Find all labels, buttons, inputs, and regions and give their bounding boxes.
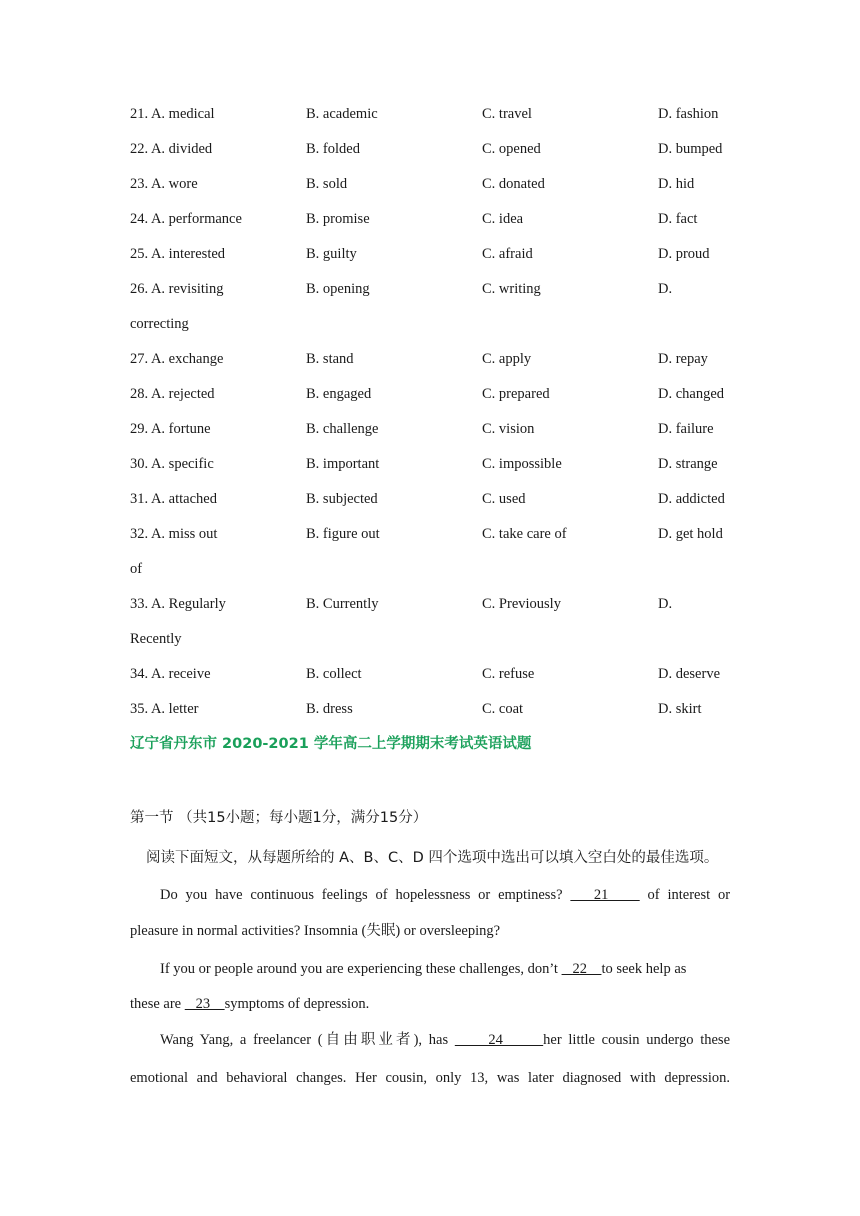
- passage-text: these are: [130, 996, 182, 1012]
- option-d: D. fashion: [658, 106, 719, 122]
- option-a: 29. A. fortune: [130, 421, 211, 437]
- option-row: [130, 139, 730, 159]
- option-d: D. bumped: [658, 141, 723, 157]
- option-d: D. repay: [658, 351, 708, 367]
- option-b: B. stand: [306, 351, 354, 367]
- passage-text: If you or people around you are experiencing these challenges, don’t: [160, 961, 558, 977]
- option-d: D. skirt: [658, 701, 702, 717]
- passage-text: Wang Yang, a freelancer (自由职业者), has: [160, 1032, 449, 1048]
- option-continuation: of: [130, 561, 143, 577]
- option-d: D.: [658, 281, 673, 297]
- passage-line: [160, 959, 730, 979]
- option-c: C. opened: [482, 141, 541, 157]
- passage-line: emotional and behavioral changes. Her cousin, only 13, was later diagnosed with depression.: [130, 1070, 730, 1086]
- option-row: [130, 349, 730, 369]
- option-c: C. prepared: [482, 386, 550, 402]
- option-b: B. dress: [306, 701, 353, 717]
- option-row: [130, 279, 730, 299]
- option-d: D. deserve: [658, 666, 721, 682]
- passage-text: Do you have continuous feelings of hopelessness or emptiness?: [160, 887, 563, 903]
- instruction-text: 阅读下面短文，从每题所给的 A、B、C、D 四个选项中选出可以填入空白处的最佳选项。: [146, 850, 719, 866]
- option-a: 34. A. receive: [130, 666, 211, 682]
- option-a: 22. A. divided: [130, 141, 213, 157]
- option-d: D. fact: [658, 211, 698, 227]
- option-continuation: Recently: [130, 631, 182, 647]
- option-row: [130, 664, 730, 684]
- option-b: B. subjected: [306, 491, 378, 507]
- option-a: 31. A. attached: [130, 491, 217, 507]
- option-a: 28. A. rejected: [130, 386, 215, 402]
- option-a: 27. A. exchange: [130, 351, 224, 367]
- section-heading: 第一节 （共15小题；每小题1分，满分15分）: [130, 810, 428, 826]
- option-a: 23. A. wore: [130, 176, 198, 192]
- passage-line: [130, 994, 730, 1014]
- option-d: D.: [658, 596, 673, 612]
- option-c: C. used: [482, 491, 526, 507]
- option-c: C. Previously: [482, 596, 561, 612]
- option-c: C. donated: [482, 176, 545, 192]
- option-c: C. idea: [482, 211, 524, 227]
- option-a: 26. A. revisiting: [130, 281, 224, 297]
- option-a: 30. A. specific: [130, 456, 214, 472]
- option-b: B. guilty: [306, 246, 357, 262]
- option-b: B. Currently: [306, 596, 379, 612]
- option-row: [130, 209, 730, 229]
- passage-text: symptoms of depression.: [224, 996, 370, 1012]
- option-a: 24. A. performance: [130, 211, 242, 227]
- option-b: B. opening: [306, 281, 370, 297]
- option-d: D. changed: [658, 386, 725, 402]
- option-b: B. challenge: [306, 421, 379, 437]
- option-row: [130, 419, 730, 439]
- option-d: D. hid: [658, 176, 695, 192]
- option-d: D. failure: [658, 421, 714, 437]
- option-b: B. academic: [306, 106, 378, 122]
- passage-text: of interest or: [647, 887, 731, 903]
- option-a: 25. A. interested: [130, 246, 226, 262]
- option-a: 35. A. letter: [130, 701, 199, 717]
- option-d: D. strange: [658, 456, 718, 472]
- option-row: [130, 454, 730, 474]
- blank-21: 21: [570, 887, 640, 903]
- option-d: D. addicted: [658, 491, 725, 507]
- option-a: 32. A. miss out: [130, 526, 218, 542]
- option-a: 21. A. medical: [130, 106, 215, 122]
- passage-line: [160, 885, 730, 905]
- option-row: [130, 594, 730, 614]
- blank-24: 24: [454, 1032, 544, 1048]
- blank-23: 23: [184, 996, 225, 1012]
- option-c: C. coat: [482, 701, 524, 717]
- option-row: [130, 489, 730, 509]
- option-row: [130, 104, 730, 124]
- passage-line: pleasure in normal activities? Insomnia (失眠) or oversleeping?: [130, 923, 501, 939]
- passage-text: to seek help as: [601, 961, 687, 977]
- option-b: B. important: [306, 456, 380, 472]
- option-c: C. take care of: [482, 526, 567, 542]
- option-b: B. folded: [306, 141, 360, 157]
- option-row: [130, 174, 730, 194]
- option-row: [130, 524, 730, 544]
- option-row: [130, 244, 730, 264]
- option-a: 33. A. Regularly: [130, 596, 226, 612]
- option-continuation: correcting: [130, 316, 189, 332]
- option-b: B. engaged: [306, 386, 372, 402]
- passage-line: [160, 1030, 730, 1050]
- option-c: C. writing: [482, 281, 541, 297]
- option-c: C. travel: [482, 106, 532, 122]
- option-c: C. afraid: [482, 246, 533, 262]
- option-c: C. vision: [482, 421, 535, 437]
- option-row: [130, 699, 730, 719]
- option-c: C. apply: [482, 351, 532, 367]
- option-b: B. sold: [306, 176, 348, 192]
- option-b: B. figure out: [306, 526, 380, 542]
- option-b: B. promise: [306, 211, 370, 227]
- option-d: D. proud: [658, 246, 710, 262]
- source-title: 辽宁省丹东市 2020-2021 学年高二上学期期末考试英语试题: [130, 736, 532, 752]
- option-c: C. impossible: [482, 456, 562, 472]
- option-c: C. refuse: [482, 666, 535, 682]
- option-b: B. collect: [306, 666, 362, 682]
- blank-22: 22: [561, 961, 602, 977]
- option-d: D. get hold: [658, 526, 723, 542]
- option-row: [130, 384, 730, 404]
- passage-text: her little cousin undergo these: [543, 1032, 731, 1048]
